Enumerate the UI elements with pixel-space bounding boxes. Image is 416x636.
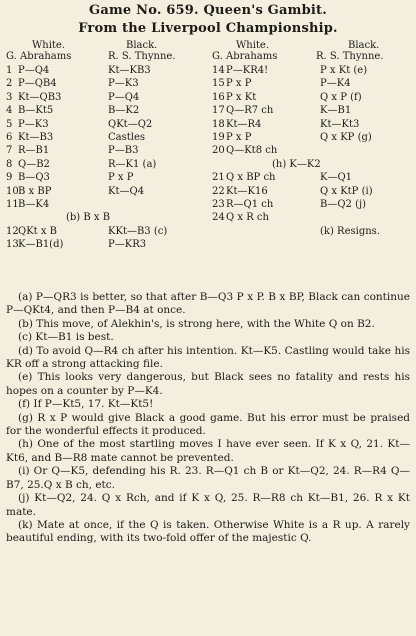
column-header <box>6 40 204 64</box>
note-f: (f) If P—Kt5, 17. Kt—Kt5! <box>18 398 154 411</box>
white-move: R—Q1 ch <box>226 198 274 210</box>
white-move: K—B1(d) <box>18 239 64 251</box>
move-row <box>6 238 204 251</box>
black-move: Q x KtP (i) <box>320 185 373 197</box>
move-row <box>212 118 412 131</box>
black-move: P x P <box>108 172 134 184</box>
black-move: Kt—Kt3 <box>320 118 360 130</box>
move-row <box>212 64 412 77</box>
move-row <box>6 77 204 90</box>
black-label: Black. <box>348 40 380 51</box>
move-row <box>6 131 204 144</box>
move-row <box>212 211 412 224</box>
move-row <box>212 77 412 90</box>
white-label: White. <box>32 40 66 51</box>
move-number: 2 <box>6 78 13 90</box>
black-player-name: R. S. Thynne. <box>108 51 176 62</box>
white-move: Kt—K16 <box>226 185 268 197</box>
note-d: (d) To avoid Q—R4 ch after his intention. Kt—K5. Castling would take his KR off a strong attacking file. <box>6 344 410 371</box>
column-header <box>212 40 412 64</box>
white-move: R—B1 <box>18 145 50 157</box>
move-number: 13 <box>6 239 19 251</box>
move-row <box>212 185 412 198</box>
move-row <box>6 158 204 171</box>
white-label: White. <box>236 40 270 51</box>
white-player-name: G. Abrahams <box>212 51 278 62</box>
white-move: Q x R ch <box>226 212 269 224</box>
note-e: (e) This looks very dangerous, but Black sees no fatality and rests his hopes on a counter by P—K4. <box>6 371 410 397</box>
black-move: KKt—B3 (c) <box>108 225 168 237</box>
white-move: P x P <box>226 78 252 90</box>
move-row <box>212 198 412 211</box>
move-number: 22 <box>212 185 225 197</box>
move-number: 14 <box>212 65 225 76</box>
move-row <box>212 225 412 238</box>
move-row <box>6 104 204 117</box>
note-h: (h) One of the most startling moves I have ever seen. If K x Q, 21. Kt—Kt6, and B—R8 mate cannot be prevented. <box>6 438 410 464</box>
black-move: B—Q2 (j) <box>320 198 366 210</box>
note-b: (b) This move, of Alekhin's, is strong here, with the White Q on B2. <box>18 317 375 330</box>
black-move: Kt—KB3 <box>108 65 151 76</box>
move-row <box>212 91 412 104</box>
black-move: Castles <box>108 131 146 143</box>
white-move: Q—B2 <box>18 158 50 170</box>
move-number: 3 <box>6 91 13 103</box>
move-row <box>6 64 204 77</box>
black-move: P—K4 <box>320 78 351 90</box>
move-number: 10 <box>6 185 19 197</box>
white-move: QKt x B <box>18 225 58 237</box>
move-row <box>6 185 204 198</box>
white-move: Kt—B3 <box>18 131 54 143</box>
black-move: Q x P (f) <box>320 91 362 103</box>
move-number: 12 <box>6 225 19 237</box>
white-move: P—KR4! <box>226 65 269 76</box>
moves-column-right <box>212 40 412 238</box>
move-number: 1 <box>6 65 13 76</box>
black-player-name: R. S. Thynne. <box>316 51 384 62</box>
game-subtitle: From the Liverpool Championship. <box>78 21 338 36</box>
note-c: (c) Kt—B1 is best. <box>18 331 114 344</box>
move-row <box>6 91 204 104</box>
white-move: B x BP <box>18 185 52 197</box>
move-number: 9 <box>6 172 13 184</box>
move-row <box>6 118 204 131</box>
black-move: (b) B x B <box>66 212 111 224</box>
white-move: P x P <box>226 131 252 143</box>
black-move: (h) K—K2 <box>272 158 321 170</box>
annotations <box>6 291 410 546</box>
note-j: (j) Kt—Q2, 24. Q x Rch, and if K x Q, 25. R—R8 ch Kt—B1, 26. R x Kt mate. <box>6 492 410 518</box>
move-row <box>212 144 412 171</box>
move-row <box>6 144 204 157</box>
move-number: 16 <box>212 91 225 103</box>
black-move: B—K2 <box>108 105 140 117</box>
move-row <box>212 104 412 117</box>
note-k: (k) Mate at once, if the Q is taken. Otherwise White is a R up. A rarely beautiful ending, with its two-fold offer of the majestic Q. <box>6 518 410 545</box>
move-row <box>6 198 204 225</box>
move-number: 18 <box>212 118 225 130</box>
white-move: B—Q3 <box>18 172 50 184</box>
move-number: 20 <box>212 145 225 157</box>
white-move: Q—R7 ch <box>226 105 274 117</box>
black-move: P x Kt (e) <box>320 65 368 76</box>
white-move: P—QB4 <box>18 78 57 90</box>
move-number: 7 <box>6 145 13 157</box>
black-label: Black. <box>126 40 158 51</box>
move-number: 8 <box>6 158 13 170</box>
white-player-name: G. Abrahams <box>6 51 72 62</box>
move-number: 17 <box>212 105 225 117</box>
black-move: K—Q1 <box>320 172 353 184</box>
white-move: Q—Kt8 ch <box>226 145 278 157</box>
move-number: 15 <box>212 78 225 90</box>
black-move: R—K1 (a) <box>108 158 157 170</box>
move-number: 4 <box>6 105 13 117</box>
black-move: P—K3 <box>108 78 139 90</box>
move-number: 5 <box>6 118 13 130</box>
black-move: P—KR3 <box>108 239 147 251</box>
black-move: K—B1 <box>320 105 352 117</box>
move-row <box>6 225 204 238</box>
move-number: 21 <box>212 172 225 184</box>
white-move: Kt—QB3 <box>18 91 62 103</box>
move-number: 6 <box>6 131 13 143</box>
move-row <box>6 171 204 184</box>
black-move: Kt—Q4 <box>108 185 145 197</box>
white-move: B—Kt5 <box>18 105 54 117</box>
black-move: P—B3 <box>108 145 139 157</box>
moves-column-left <box>6 40 204 251</box>
note-i: (i) Or Q—K5, defending his R. 23. R—Q1 ch B or Kt—Q2, 24. R—R4 Q—B7, 25.Q x B ch, etc. <box>6 465 410 491</box>
note-a: (a) P—QR3 is better, so that after B—Q3 P x P. B x BP, Black can continue P—QKt4, and then P—B4 at once. <box>6 291 410 317</box>
move-number: 23 <box>212 198 225 210</box>
white-move: B—K4 <box>18 198 50 210</box>
black-move: P—Q4 <box>108 91 140 103</box>
white-move: P x Kt <box>226 91 257 103</box>
black-move: Q x KP (g) <box>320 131 372 143</box>
move-number: 19 <box>212 131 225 143</box>
white-move: P—Q4 <box>18 65 50 76</box>
white-move: Q x BP ch <box>226 172 276 184</box>
white-move: P—K3 <box>18 118 49 130</box>
move-number: 24 <box>212 212 225 224</box>
game-title: Game No. 659. Queen's Gambit. <box>89 3 327 18</box>
move-row <box>212 131 412 144</box>
white-move: Kt—R4 <box>226 118 262 130</box>
black-move: (k) Resigns. <box>320 225 380 237</box>
note-g: (g) R x P would give Black a good game. But his error must be praised for the wonderful effects it produced. <box>6 411 410 438</box>
move-row <box>212 171 412 184</box>
black-move: QKt—Q2 <box>108 118 153 130</box>
move-number: 11 <box>6 198 19 210</box>
